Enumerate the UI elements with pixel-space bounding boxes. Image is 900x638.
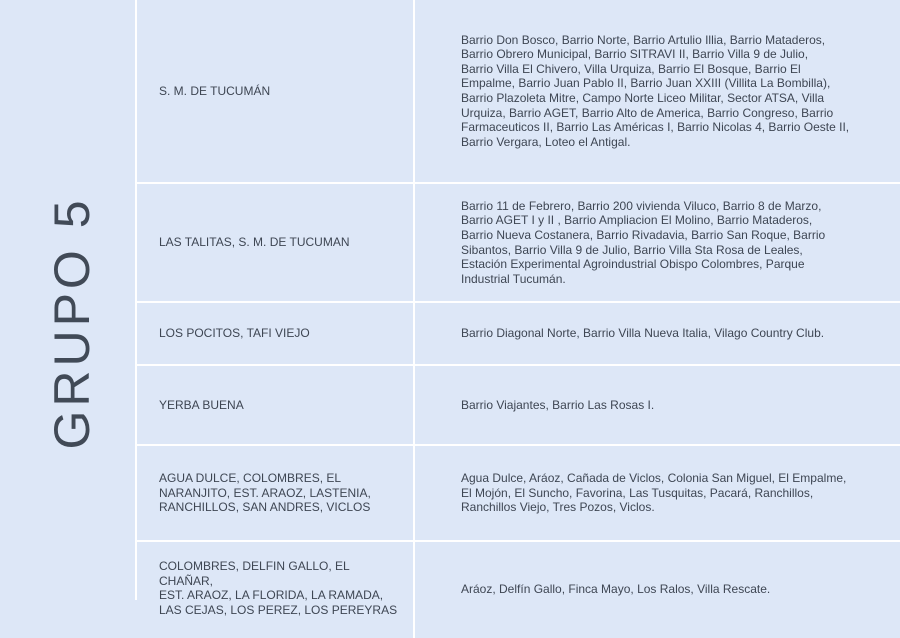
localidad-text: LAS TALITAS, S. M. DE TUCUMAN — [159, 235, 350, 250]
localidad-cell — [137, 542, 415, 638]
barrios-cell — [415, 184, 900, 301]
barrios-line: Estación Experimental Agroindustrial Obispo Colombres, Parque — [461, 257, 805, 272]
barrios-cell — [415, 542, 900, 638]
barrios-line: Barrio Don Bosco, Barrio Norte, Barrio Artulio Illia, Barrio Mataderos, — [461, 32, 826, 47]
localidad-line: RANCHILLOS, SAN ANDRES, VICLOS — [159, 500, 371, 515]
localidad-cell — [137, 184, 415, 301]
barrios-line: Industrial Tucumán. — [461, 271, 566, 286]
localidad-text: S. M. DE TUCUMÁN — [159, 83, 271, 98]
barrios-line: Barrio Obrero Municipal, Barrio SITRAVI II, Barrio Villa 9 de Julio, — [461, 47, 809, 62]
localidad-line: EST. ARAOZ, LA FLORIDA, LA RAMADA, — [159, 588, 384, 603]
table-row — [137, 542, 900, 638]
localidad-cell — [137, 366, 415, 444]
barrios-line: Urquiza, Barrio AGET, Barrio Alto de America, Barrio Congreso, Barrio — [461, 105, 834, 120]
localidad-cell — [137, 303, 415, 364]
table-row — [137, 366, 900, 446]
group-label-column — [0, 0, 135, 600]
barrios-line: El Mojón, El Suncho, Favorina, Las Tusquitas, Pacará, Ranchillos, — [461, 485, 814, 500]
table-row — [137, 446, 900, 542]
localidad-cell — [137, 0, 415, 182]
barrios-line: Agua Dulce, Aráoz, Cañada de Viclos, Colonia San Miguel, El Empalme, — [461, 471, 847, 486]
barrios-line: Empalme, Barrio Juan Pablo II, Barrio Juan XXIII (Villita La Bombilla), — [461, 76, 831, 91]
barrios-line: Barrio Viajantes, Barrio Las Rosas I. — [461, 397, 655, 412]
barrios-cell — [415, 446, 900, 540]
barrios-line: Barrio 11 de Febrero, Barrio 200 vivienda Viluco, Barrio 8 de Marzo, — [461, 198, 822, 213]
localidad-text: LOS POCITOS, TAFI VIEJO — [159, 326, 310, 341]
barrios-line: Barrio Plazoleta Mitre, Campo Norte Liceo Militar, Sector ATSA, Villa — [461, 91, 825, 105]
localidad-line: COLOMBRES, DELFIN GALLO, EL CHAÑAR, — [159, 559, 350, 588]
localidad-line: LAS CEJAS, LOS PEREZ, LOS PEREYRAS — [159, 602, 398, 617]
table-row — [137, 303, 900, 366]
barrios-cell — [415, 0, 900, 182]
localidad-line: NARANJITO, EST. ARAOZ, LASTENIA, — [159, 485, 371, 500]
barrios-line: Aráoz, Delfín Gallo, Finca Mayo, Los Ralos, Villa Rescate. — [461, 582, 771, 596]
table-row — [137, 0, 900, 184]
barrios-cell — [415, 303, 900, 364]
barrios-line: Barrio Villa El Chivero, Villa Urquiza, Barrio El Bosque, Barrio El — [461, 61, 801, 76]
table-row — [137, 184, 900, 303]
barrios-table — [135, 0, 900, 617]
group-title: GRUPO 5 — [44, 196, 100, 450]
barrios-line: Barrio Diagonal Norte, Barrio Villa Nueva Italia, Vilago Country Club. — [461, 326, 825, 341]
barrios-line: Sibantos, Barrio Villa 9 de Julio, Barrio Villa Sta Rosa de Leales, — [461, 242, 803, 257]
barrios-cell — [415, 366, 900, 444]
barrios-line: Barrio AGET I y II , Barrio Ampliacion El Molino, Barrio Mataderos, — [461, 213, 813, 228]
barrios-line: Barrio Vergara, Loteo el Antigal. — [461, 134, 631, 149]
barrios-line: Barrio Nueva Costanera, Barrio Rivadavia, Barrio San Roque, Barrio — [461, 227, 826, 242]
localidad-text: YERBA BUENA — [159, 397, 244, 412]
barrios-line: Farmaceuticos II, Barrio Las Américas I, Barrio Nicolas 4, Barrio Oeste II, — [461, 120, 850, 135]
localidad-line: AGUA DULCE, COLOMBRES, EL — [159, 471, 342, 486]
barrios-line: Ranchillos Viejo, Tres Pozos, Viclos. — [461, 500, 655, 515]
localidad-cell — [137, 446, 415, 540]
